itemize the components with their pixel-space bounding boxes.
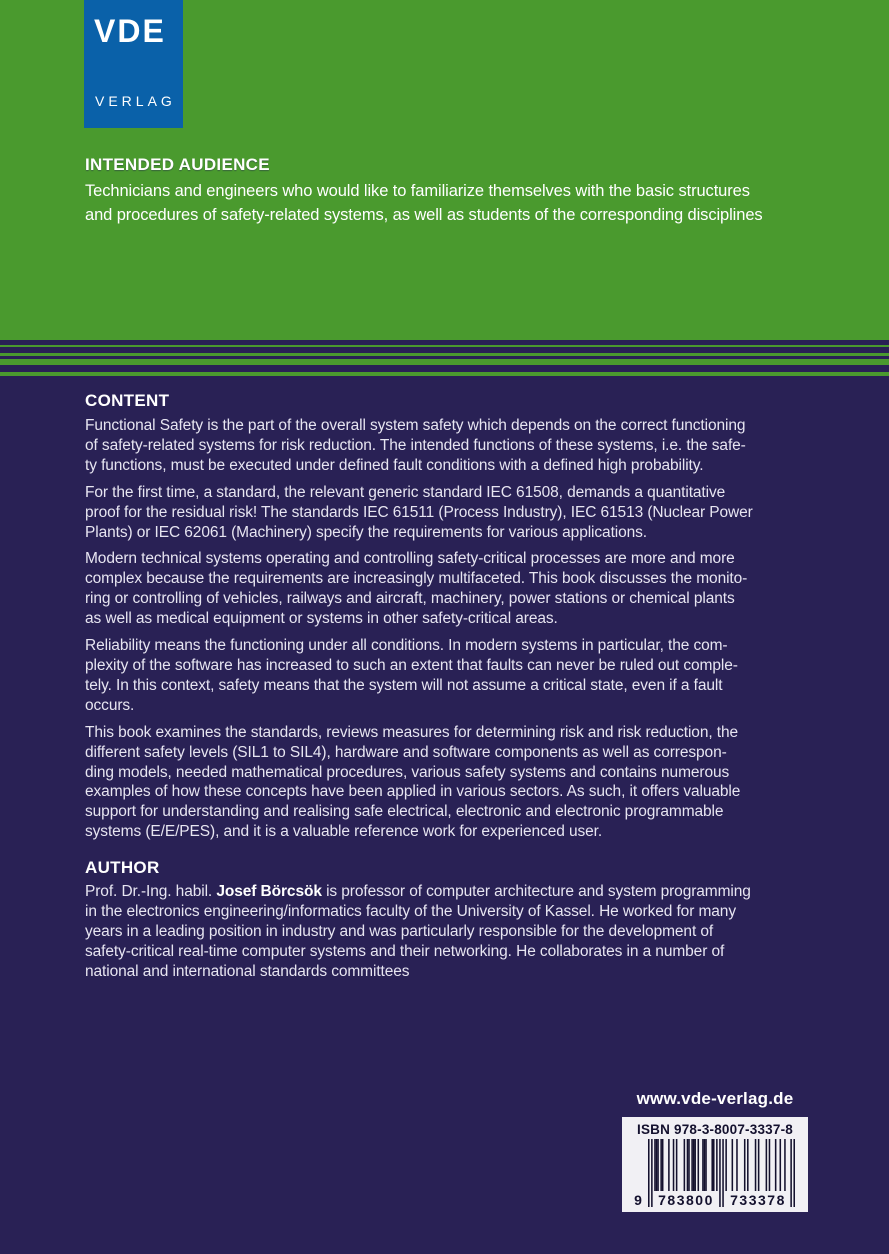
intended-audience-text: Technicians and engineers who would like to familiarize themselves with the basic structures and procedures of safety-related systems, as well as students of the corresponding disciplines xyxy=(85,182,763,224)
content-paragraph: Modern technical systems operating and controlling safety-critical processes are more and more complex because the requirements are increasingly multifaceted. This book discusses the monito- ring or controlling of vehicles, railways and aircraft, machinery, power stations or chemical plants as well as medical equipment or systems in other safety-critical areas. xyxy=(85,550,748,628)
intended-audience-heading: INTENDED AUDIENCE xyxy=(85,155,270,174)
vde-logo-text: VDE xyxy=(94,13,166,49)
content-paragraph: Functional Safety is the part of the overall system safety which depends on the correct functioning of safety-related systems for risk reduction. The intended functions of these systems, i.e. the safe- ty functions, must be executed under defined fault conditions with a defined high probability. xyxy=(85,417,746,474)
content-block xyxy=(85,416,825,849)
decorative-stripes xyxy=(0,340,889,376)
barcode-box xyxy=(622,1117,808,1212)
content-paragraph: This book examines the standards, reviews measures for determining risk and risk reduction, the different safety levels (SIL1 to SIL4), hardware and software components as well as correspon- ding models, needed mathematical procedures, various safety systems and contains numerous examples of how these concepts have been applied in various sectors. As such, it offers valuable support for understanding and realising safe electrical, electronic and electronic programmable systems (E/E/PES), and it is a valuable reference work for experienced user. xyxy=(85,723,741,841)
barcode-digits-right: 733378 xyxy=(730,1192,786,1208)
isbn-label: ISBN 978-3-8007-3337-8 xyxy=(637,1122,793,1137)
barcode-digits-left: 783800 xyxy=(658,1192,714,1208)
author-paragraph xyxy=(85,882,825,982)
content-paragraph: For the first time, a standard, the relevant generic standard IEC 61508, demands a quantitative proof for the residual risk! The standards IEC 61511 (Process Industry), IEC 61513 (Nuclear Power Plants) or IEC 62061 (Machinery) specify the requirements for various applications. xyxy=(85,483,753,541)
author-bio: is professor of computer architecture and system programming in the electronics engineering/informatics faculty of the University of Kassel. He worked for many years in a leading position in industry and was particularly responsible for the development of safety-critical real-time computer systems and their networking. He collaborates in a number of national and international standards committees xyxy=(85,883,751,980)
content-heading: CONTENT xyxy=(85,391,170,410)
verlag-logo-text: VERLAG xyxy=(95,93,176,109)
author-block xyxy=(85,882,825,989)
author-name: Josef Börcsök xyxy=(216,883,322,900)
barcode-digit-first: 9 xyxy=(634,1192,642,1208)
author-heading: AUTHOR xyxy=(85,858,160,877)
website-url: www.vde-verlag.de xyxy=(636,1089,794,1108)
vde-verlag-logo xyxy=(84,0,183,128)
author-title-prefix: Prof. Dr.-Ing. habil. xyxy=(85,883,217,900)
top-green-band xyxy=(0,0,889,340)
content-paragraph: Reliability means the functioning under all conditions. In modern systems in particular, the com- plexity of the software has increased to such an extent that faults can never be ruled out comple- tely. In this context, safety means that the system will not assume a critical state, even if a fault occurs. xyxy=(85,637,738,714)
